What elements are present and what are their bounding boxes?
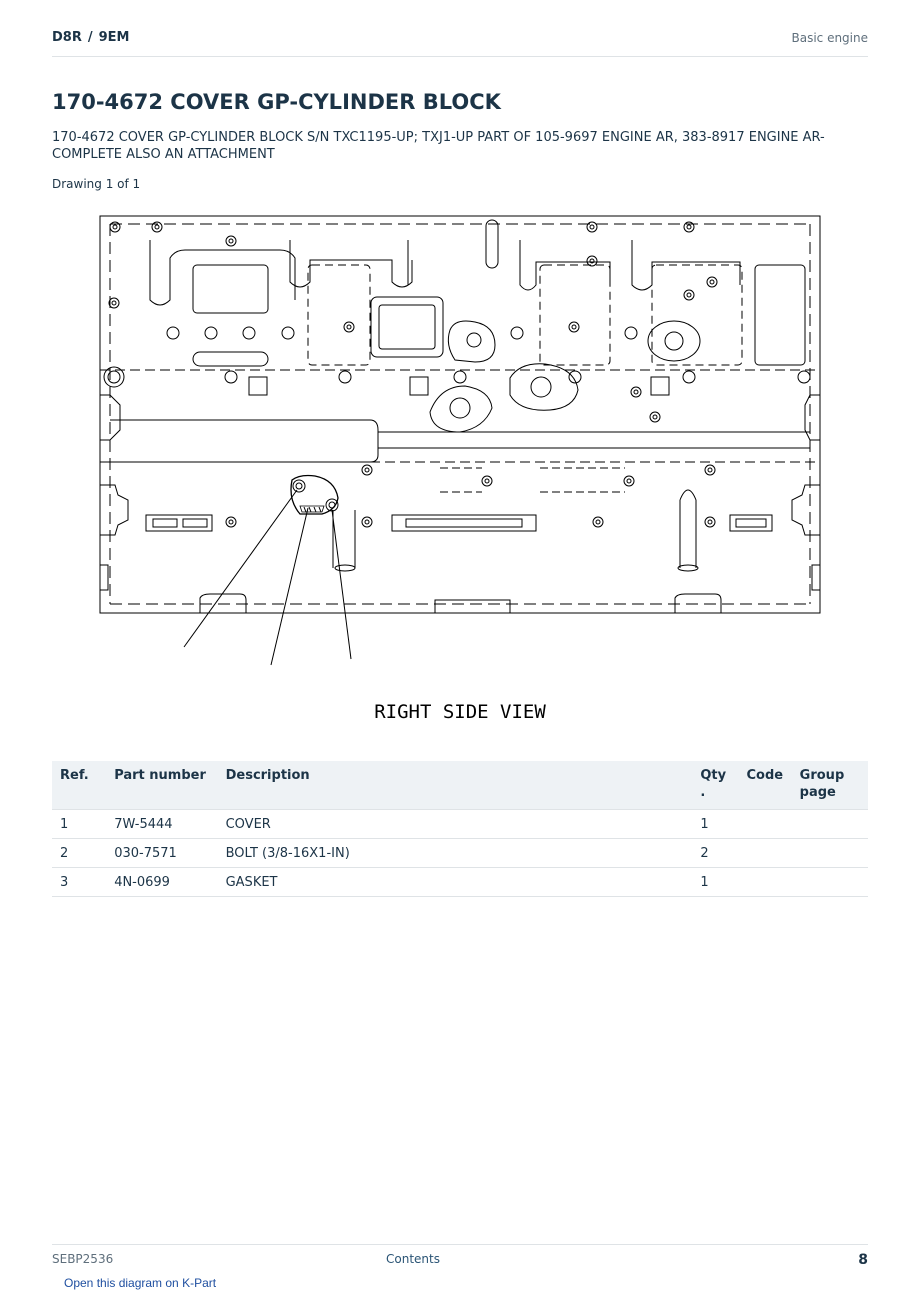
cell-part-number: 4N-0699 [106,868,217,897]
table-row [52,839,868,868]
header-code: Code [738,761,791,810]
cell-code [738,839,791,868]
header-group-line2: page [799,785,836,800]
cell-code [738,810,791,839]
cell-part-number: 7W-5444 [106,810,217,839]
cell-description: BOLT (3/8-16X1-IN) [218,839,693,868]
cell-part-number: 030-7571 [106,839,217,868]
breadcrumb [52,30,129,45]
block-outline [100,216,820,613]
header-qty-line2: . [700,785,706,800]
section-label: Basic engine [791,31,868,45]
header-description: Description [218,761,693,810]
callout-leader-lines [184,490,351,665]
access-covers [371,297,700,432]
table-row [52,810,868,839]
cell-qty: 2 [692,839,738,868]
header-ref: Ref. [52,761,106,810]
cell-group-page [792,868,868,897]
drawing-label: Drawing 1 of 1 [52,177,141,191]
cell-group-page [792,810,868,839]
view-caption: RIGHT SIDE VIEW [374,701,546,723]
cover-part [291,476,338,515]
cell-qty: 1 [692,868,738,897]
oil-gallery [110,420,810,571]
breadcrumb-separator: / [87,30,93,45]
small-plugs [249,220,669,395]
breadcrumb-prefix: 9EM [98,30,130,45]
cell-ref: 1 [52,810,106,839]
cell-description: COVER [218,810,693,839]
document-id: SEBP2536 [52,1252,114,1266]
table-header-row [52,761,868,810]
parts-diagram [52,205,868,695]
parts-table [52,761,868,897]
header-group-page [792,761,868,810]
cylinder-bays [150,240,805,366]
cell-description: GASKET [218,868,693,897]
page-header [52,28,868,57]
cell-code [738,868,791,897]
header-qty-line1: Qty [700,768,727,783]
breadcrumb-model: D8R [52,30,82,45]
side-flanges [100,395,820,613]
cell-ref: 3 [52,868,106,897]
cell-ref: 2 [52,839,106,868]
footer-divider [52,1244,868,1245]
cell-group-page [792,839,868,868]
page-number: 8 [858,1252,868,1268]
page-title: 170-4672 COVER GP-CYLINDER BLOCK [52,90,501,114]
page-subtitle: 170-4672 COVER GP-CYLINDER BLOCK S/N TXC1195-UP; TXJ1-UP PART OF 105-9697 ENGINE AR, 383-8917 ENGINE AR-COMPLETE ALSO AN ATTACHMENT [52,130,825,162]
contents-link[interactable]: Contents [386,1252,440,1266]
cell-qty: 1 [692,810,738,839]
bolt-holes [104,222,810,527]
header-part-number: Part number [106,761,217,810]
header-qty [692,761,738,810]
header-group-line1: Group [799,768,845,783]
kpart-diagram-link[interactable]: Open this diagram on K-Part [64,1276,217,1290]
table-row [52,868,868,897]
